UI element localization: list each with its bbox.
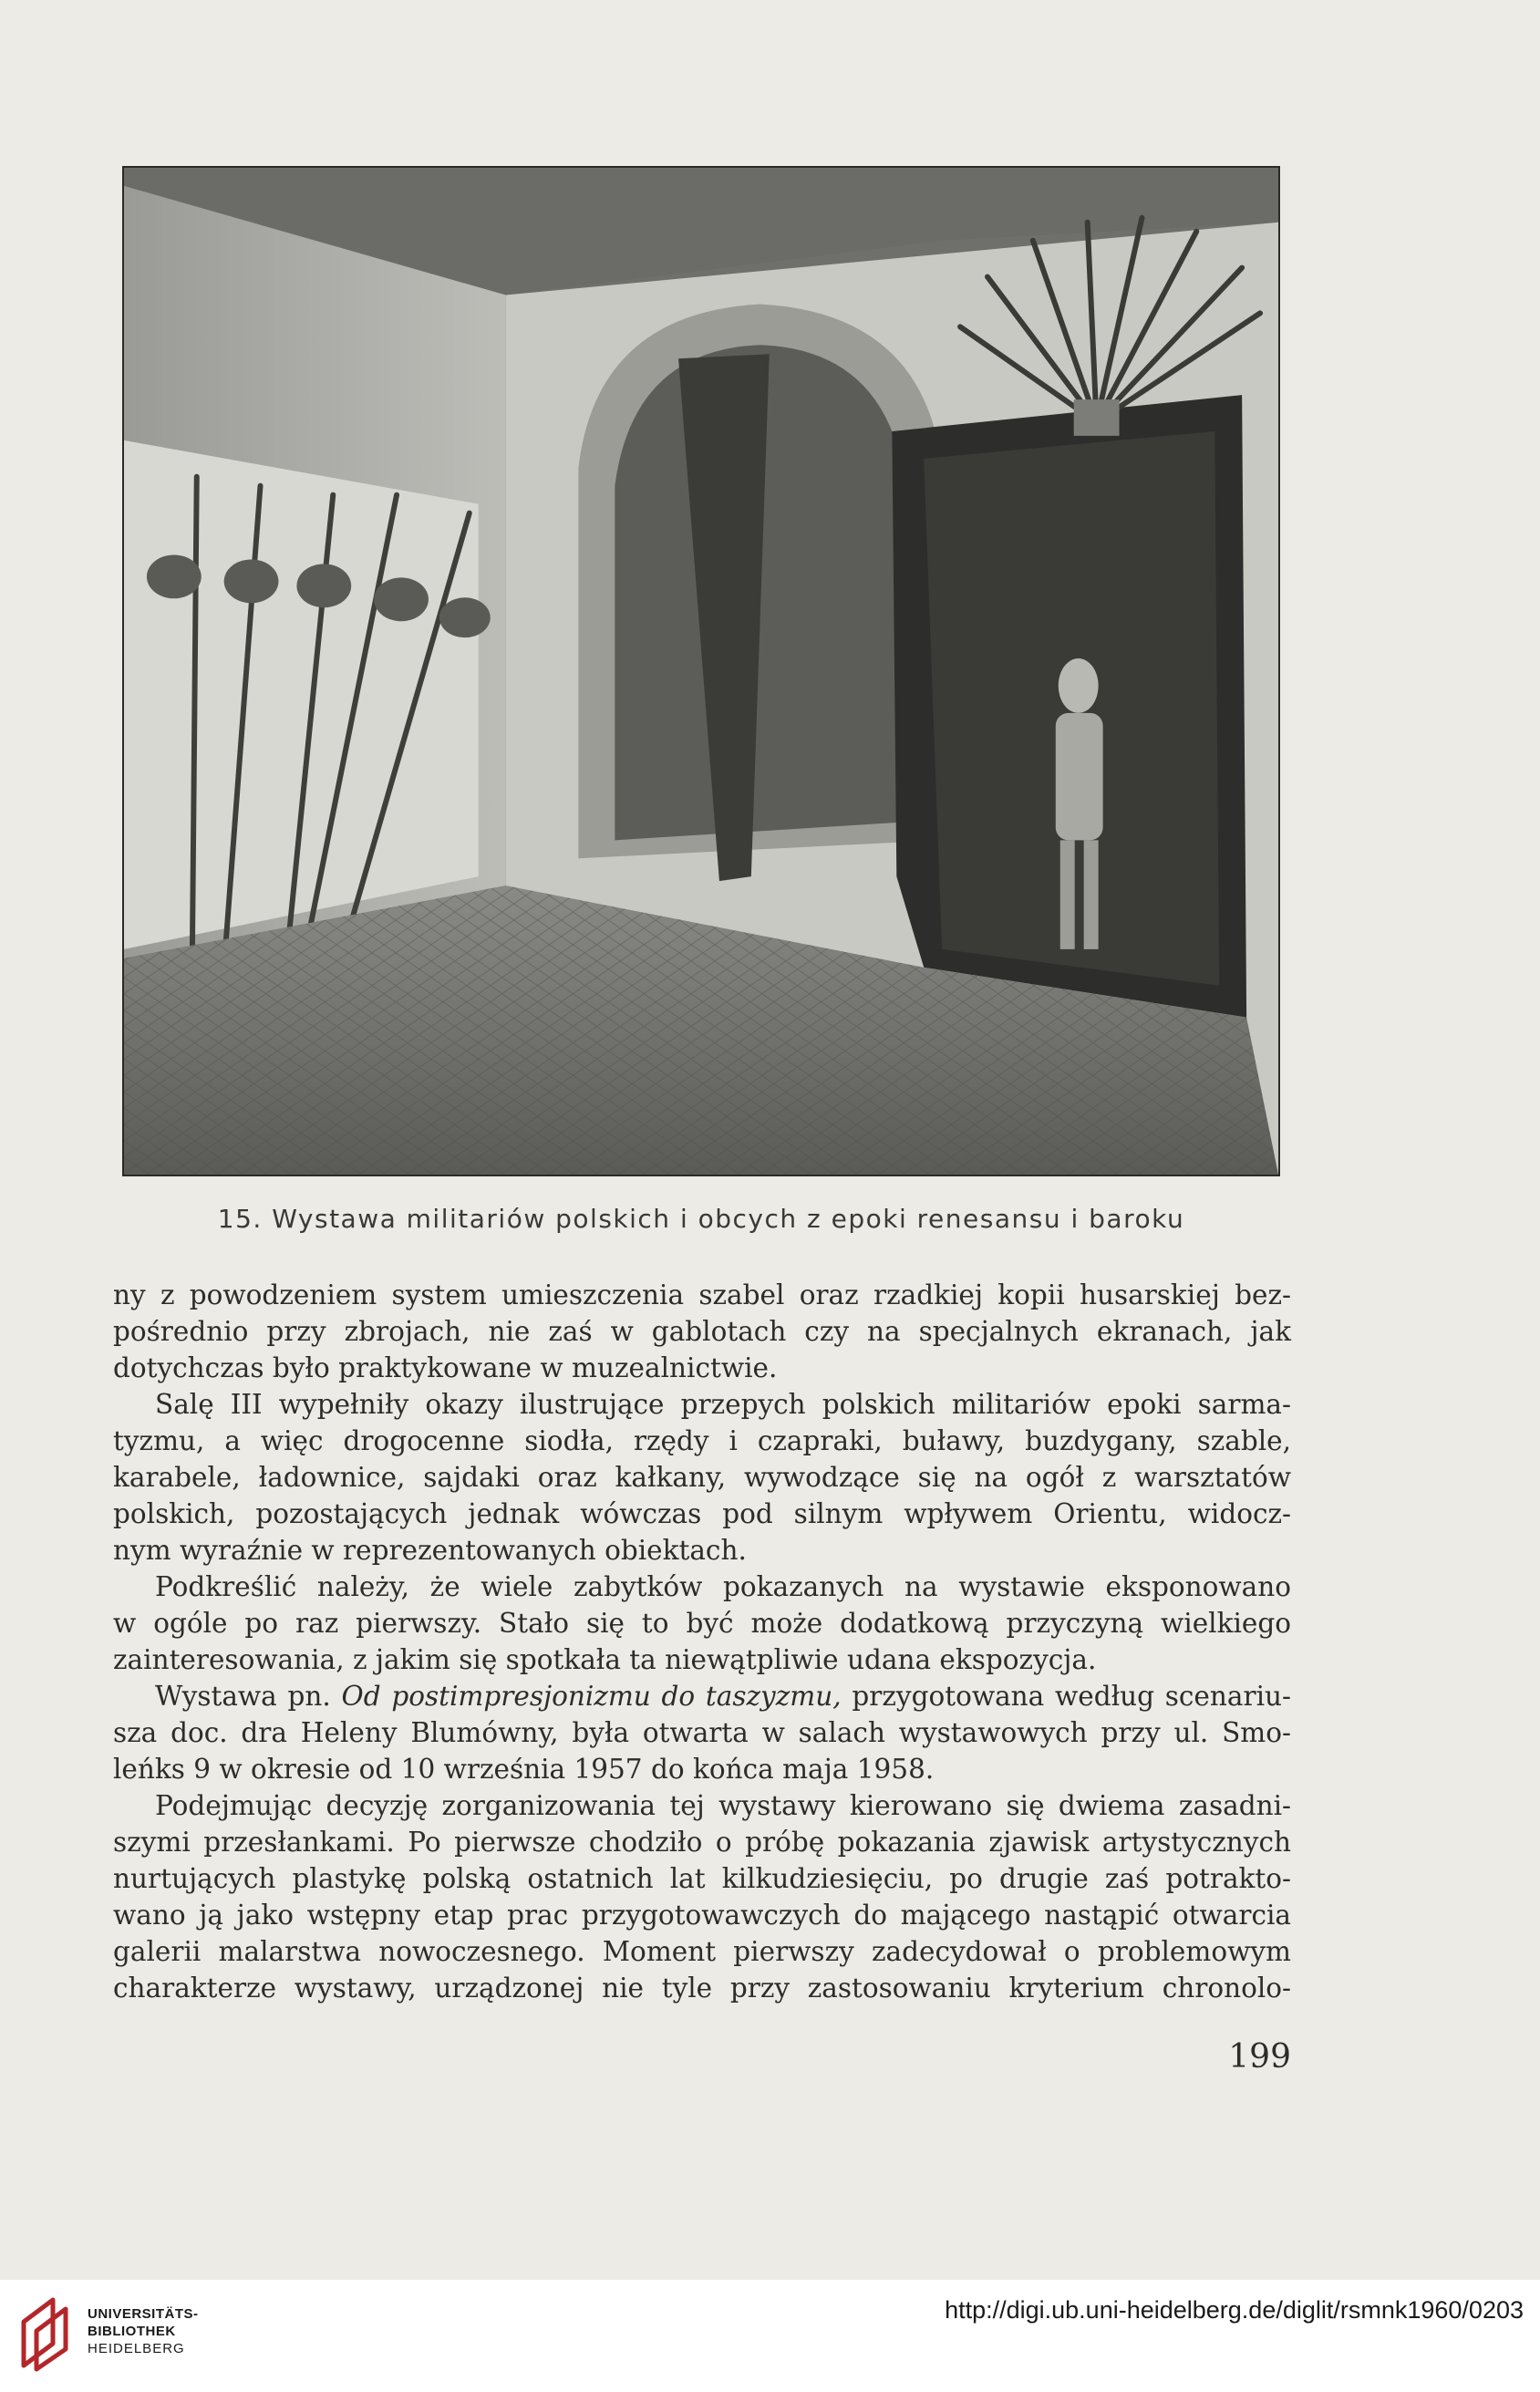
text-line: w ogóle po raz pierwszy. Stało się to być może dodatkową przyczyną wielkiego <box>113 1608 1291 1639</box>
exhibition-title: Od postimpresjonizmu do taszyzmu, <box>341 1681 842 1712</box>
text-line: zainteresowania, z jakim się spotkała ta niewątpliwie udana ekspozycja. <box>113 1644 1097 1675</box>
library-logo-icon <box>16 2294 77 2373</box>
page-number: 199 <box>1228 2038 1291 2076</box>
text-lead: Wystawa pn. <box>155 1681 331 1712</box>
text-line: polskich, pozostających jednak wówczas pod silnym wpływem Orientu, widocz- <box>113 1498 1291 1529</box>
text-rest: przygotowana według scenariu- <box>852 1681 1291 1712</box>
text-line: Podkreślić należy, że wiele zabytków pokazanych na wystawie eksponowano <box>155 1571 1291 1602</box>
text-line: sza doc. dra Heleny Blumówny, była otwarta w salach wystawowych przy ul. Smo- <box>113 1717 1291 1748</box>
body-text <box>113 1277 1291 2006</box>
digitization-footer <box>0 2280 1540 2392</box>
text-line: tyzmu, a więc drogocenne siodła, rzędy i czapraki, buławy, buzdygany, szable, <box>113 1425 1291 1456</box>
text-line: galerii malarstwa nowoczesnego. Moment pierwszy zadecydował o problemowym <box>113 1936 1291 1967</box>
text-line: wano ją jako wstępny etap prac przygotowawczych do mającego nastąpić otwarcia <box>113 1900 1291 1931</box>
library-name-line1: UNIVERSITÄTS- <box>88 2306 199 2322</box>
text-line: karabele, ładownice, sajdaki oraz kałkany, wywodzące się na ogół z warsztatów <box>113 1462 1291 1493</box>
library-name-line2: BIBLIOTHEK <box>88 2324 176 2339</box>
text-line-exhibition <box>113 1678 1291 1714</box>
text-line: szymi przesłankami. Po pierwsze chodziło o próbę pokazania zjawisk artystycznych <box>113 1827 1291 1858</box>
source-url-link[interactable]: http://digi.ub.uni-heidelberg.de/diglit/rsmnk1960/0203 <box>945 2296 1524 2324</box>
library-name-line3: HEIDELBERG <box>88 2341 185 2356</box>
library-name <box>88 2305 199 2357</box>
exhibition-photograph <box>122 166 1280 1176</box>
figure-caption: 15. Wystawa militariów polskich i obcych z epoki renesansu i baroku <box>217 1204 1185 1234</box>
text-line: charakterze wystawy, urządzonej nie tyle przy zastosowaniu kryterium chronolo- <box>113 1973 1291 2004</box>
text-line: leńks 9 w okresie od 10 września 1957 do końca maja 1958. <box>113 1754 935 1785</box>
text-line: nurtujących plastykę polską ostatnich lat kilkudziesięciu, po drugie zaś potrakto- <box>113 1863 1291 1894</box>
text-line: Salę III wypełniły okazy ilustrujące przepych polskich militariów epoki sarma- <box>155 1389 1291 1420</box>
text-line: nym wyraźnie w reprezentowanych obiektach. <box>113 1535 747 1566</box>
text-line: Podejmując decyzję zorganizowania tej wystawy kierowano się dwiema zasadni- <box>155 1790 1291 1821</box>
text-line: dotychczas było praktykowane w muzealnictwie. <box>113 1352 778 1383</box>
text-line: ny z powodzeniem system umieszczenia szabel oraz rzadkiej kopii husarskiej bez- <box>113 1279 1291 1310</box>
text-line: pośrednio przy zbrojach, nie zaś w gablotach czy na specjalnych ekranach, jak <box>113 1316 1291 1347</box>
exhibition-hall-image <box>124 168 1278 1175</box>
